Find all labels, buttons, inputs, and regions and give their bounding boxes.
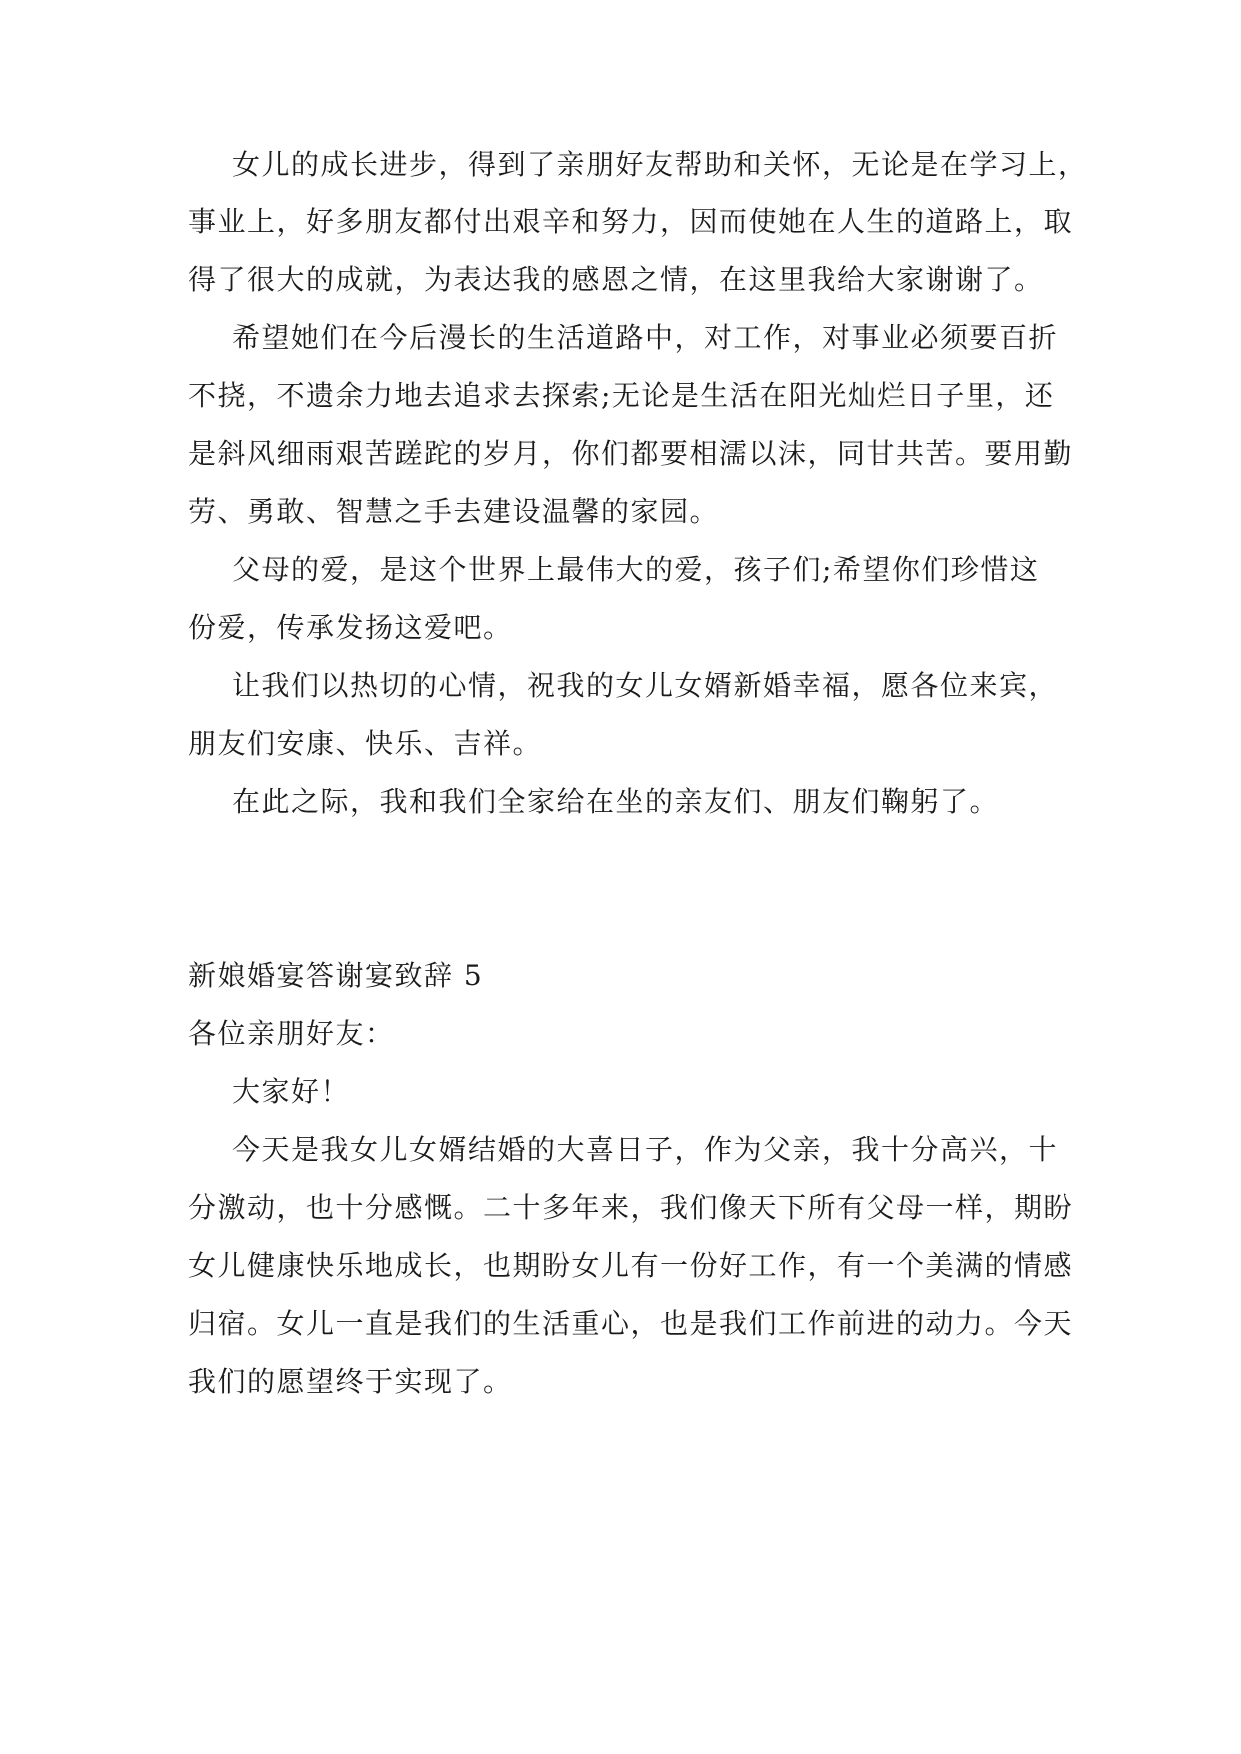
paragraph-2-line-2: 不挠，不遗余力地去追求去探索;无论是生活在阳光灿烂日子里，还 bbox=[188, 379, 1055, 412]
paragraph-4-line-1: 让我们以热切的心情，祝我的女儿女婿新婚幸福，愿各位来宾， bbox=[232, 669, 1059, 702]
greeting: 各位亲朋好友： bbox=[188, 1017, 395, 1050]
paragraph-3-line-1: 父母的爱，是这个世界上最伟大的爱，孩子们;希望你们珍惜这 bbox=[232, 553, 1040, 586]
section-title: 新娘婚宴答谢宴致辞 5 bbox=[188, 959, 484, 992]
salutation: 大家好！ bbox=[232, 1075, 351, 1108]
paragraph-3-line-2: 份爱，传承发扬这爱吧。 bbox=[188, 611, 513, 644]
paragraph-2-line-3: 是斜风细雨艰苦蹉跎的岁月，你们都要相濡以沫，同甘共苦。要用勤 bbox=[188, 437, 1074, 470]
paragraph-2-line-4: 劳、勇敢、智慧之手去建设温馨的家园。 bbox=[188, 495, 720, 528]
closing-line-2: 分激动，也十分感慨。二十多年来，我们像天下所有父母一样，期盼 bbox=[188, 1191, 1074, 1224]
paragraph-4-line-2: 朋友们安康、快乐、吉祥。 bbox=[188, 727, 543, 760]
paragraph-1-line-2: 事业上，好多朋友都付出艰辛和努力，因而使她在人生的道路上，取 bbox=[188, 205, 1074, 238]
paragraph-1-line-3: 得了很大的成就，为表达我的感恩之情，在这里我给大家谢谢了。 bbox=[188, 263, 1044, 296]
paragraph-1-line-1: 女儿的成长进步，得到了亲朋好友帮助和关怀，无论是在学习上， bbox=[232, 148, 1088, 181]
closing-line-5: 我们的愿望终于实现了。 bbox=[188, 1365, 513, 1398]
closing-line-3: 女儿健康快乐地成长，也期盼女儿有一份好工作，有一个美满的情感 bbox=[188, 1249, 1074, 1282]
paragraph-2-line-1: 希望她们在今后漫长的生活道路中，对工作，对事业必须要百折 bbox=[232, 321, 1059, 354]
paragraph-5-line-1: 在此之际，我和我们全家给在坐的亲友们、朋友们鞠躬了。 bbox=[232, 785, 1000, 818]
closing-line-1: 今天是我女儿女婿结婚的大喜日子，作为父亲，我十分高兴，十 bbox=[232, 1133, 1059, 1166]
closing-line-4: 归宿。女儿一直是我们的生活重心，也是我们工作前进的动力。今天 bbox=[188, 1307, 1074, 1340]
